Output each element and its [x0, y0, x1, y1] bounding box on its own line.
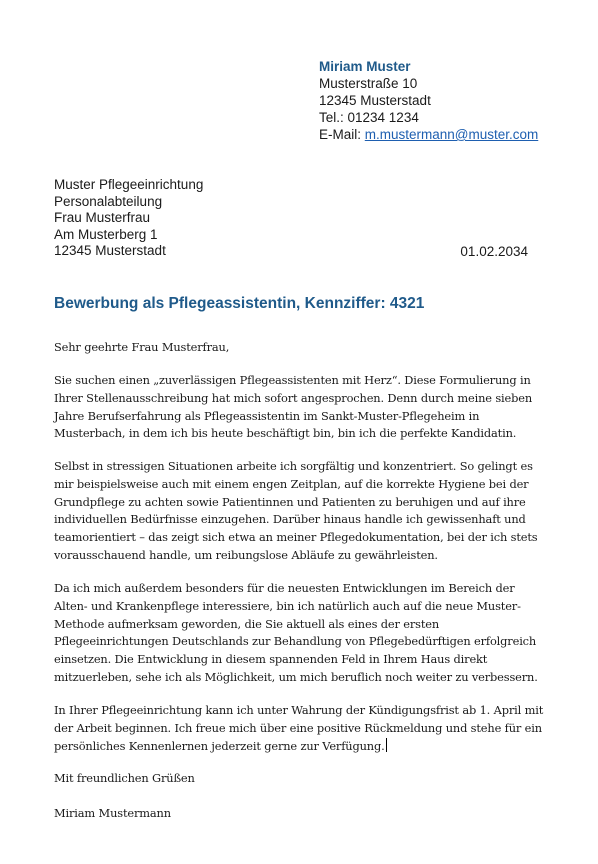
letter-closing: Mit freundlichen Grüßen: [54, 771, 195, 785]
letter-signature: Miriam Mustermann: [54, 806, 171, 820]
sender-street: Musterstraße 10: [319, 76, 418, 91]
recipient-company: Muster Pflegeeinrichtung: [54, 177, 204, 192]
recipient-city: 12345 Musterstadt: [54, 243, 166, 259]
sender-phone: Tel.: 01234 1234: [319, 110, 419, 125]
letter-greeting: Sehr geehrte Frau Musterfrau,: [54, 340, 230, 354]
sender-city: 12345 Musterstadt: [319, 93, 431, 108]
sender-address-block: [319, 58, 538, 143]
recipient-contact: Frau Musterfrau: [54, 210, 151, 226]
recipient-address-block: [54, 177, 203, 260]
recipient-street: Am Musterberg 1: [54, 226, 158, 242]
body-paragraph-2[interactable]: Selbst in stressigen Situationen arbeite ich sorgfältig und konzentriert. So gelingt es mir beispielsweise auch mit einem engen Zeitplan, auf die korrekte Hygiene bei der Grundpflege zu achten sowie Patientinnen und Patienten zu beruhigen und auf ihre individuellen Bedürfnisse einzugehen. Darüber hinaus handle ich gewissenhaft und teamorientiert – das zeigt sich etwa an meiner Pflegedokumentation, bei der ich stets vorausschauend handle, um reibungslose Abläufe zu gewährleisten.: [54, 459, 538, 562]
body-paragraph-3[interactable]: Da ich mich außerdem besonders für die neuesten Entwicklungen im Bereich der Alten- und Krankenpflege interessiere, bin ich natürlich auch auf die neue Muster-Methode aufmerksam geworden, die Sie aktuell als eines der ersten Pflegeeinrichtungen Deutschlands zur Behandlung von Pflegebedürftigen erfolgreich einsetzen. Die Entwicklung in diesem spannenden Feld in Ihrem Haus direkt mitzuerleben, sehe ich als Möglichkeit, um mich beruflich noch weiter zu verbessern.: [54, 581, 538, 684]
letter-date: 01.02.2034: [460, 244, 528, 259]
sender-email-line: [319, 126, 538, 143]
sender-email-label: E-Mail:: [319, 127, 365, 142]
body-paragraph-4-text: In Ihrer Pflegeeinrichtung kann ich unter Wahrung der Kündigungsfrist ab 1. April mit der Arbeit beginnen. Ich freue mich über eine positive Rückmeldung und stehe für ein persönliches Kennenlernen jederzeit gerne zur Verfügung.: [54, 703, 544, 753]
letter-subject: Bewerbung als Pflegeassistentin, Kennziffer: 4321: [54, 295, 425, 312]
text-cursor: [386, 738, 387, 752]
sender-name: Miriam Muster: [319, 59, 411, 74]
sender-email-link[interactable]: m.mustermann@muster.com: [364, 127, 539, 142]
recipient-department: Personalabteilung: [54, 193, 163, 209]
body-paragraph-1[interactable]: Sie suchen einen „zuverlässigen Pflegeassistenten mit Herz“. Diese Formulierung in Ihrer Stellenausschreibung hat mich sofort angesprochen. Denn durch meine sieben Jahre Berufserfahrung als Pflegeassistentin im Sankt-Muster-Pflegeheim in Musterbach, in dem ich bis heute beschäftigt bin, bin ich die perfekte Kandidatin.: [54, 373, 533, 441]
body-paragraph-4[interactable]: [54, 702, 546, 755]
